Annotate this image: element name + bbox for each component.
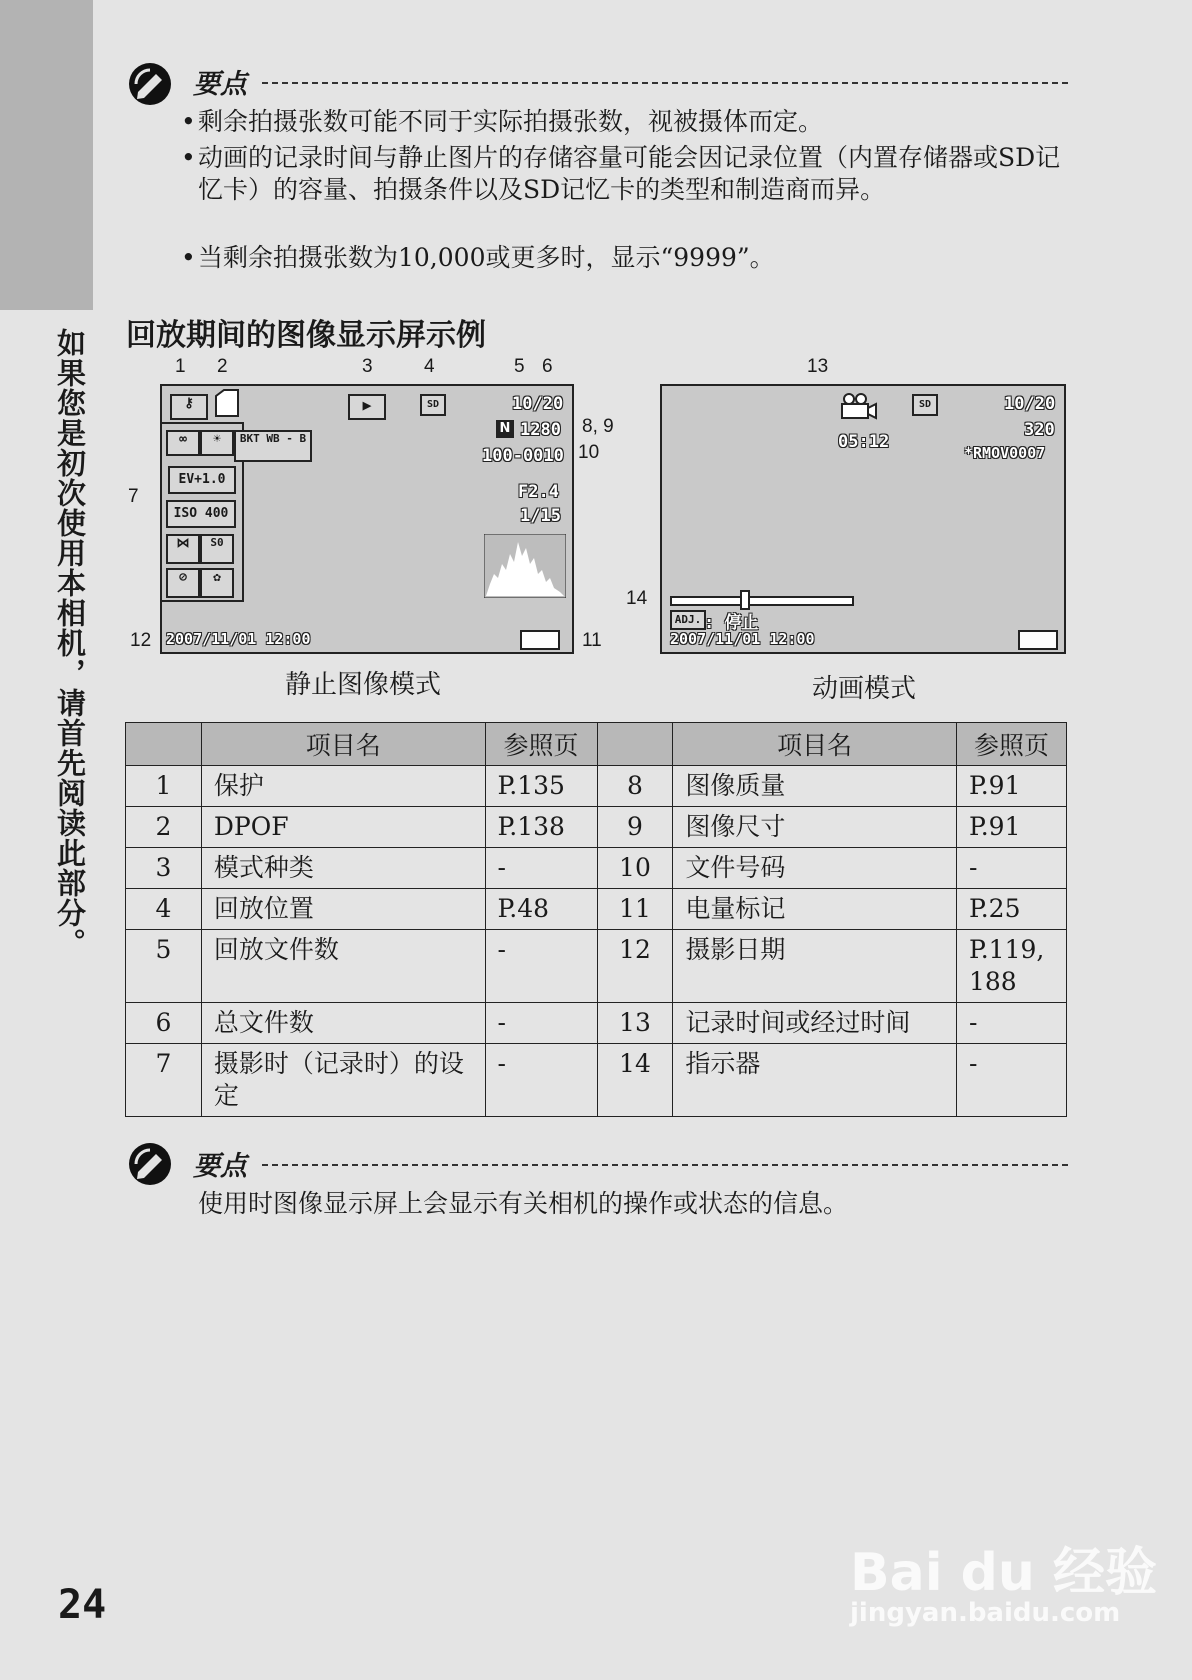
adj-status: : 停止 — [704, 613, 759, 633]
table-row: 3 模式种类 - 10 文件号码 - — [126, 848, 1067, 889]
metering-icon: ⋈ — [166, 534, 200, 564]
sidebar-text: 如果您是初次使用本相机，请首先阅读此部分。 — [53, 328, 87, 958]
movie-size: 320 — [1024, 420, 1055, 440]
watermark-url: jingyan.baidu.com — [850, 1598, 1121, 1628]
file-counter: 10/20 — [1004, 394, 1056, 414]
table-row: 7 摄影时（记录时）的设定 - 14 指示器 - — [126, 1044, 1067, 1117]
movie-mode-screen — [660, 384, 1066, 654]
white-balance-icon: ☀ — [200, 430, 234, 456]
progress-indicator — [670, 596, 854, 606]
page-number: 24 — [58, 1582, 107, 1628]
table-row: 6 总文件数 - 13 记录时间或经过时间 - — [126, 1003, 1067, 1044]
adj-icon: ADJ. — [670, 610, 706, 630]
header-num — [126, 723, 202, 766]
watermark-logo: Bai du 经验 — [850, 1543, 1157, 1603]
note-text: 使用时图像显示屏上会显示有关相机的操作或状态的信息。 — [198, 1189, 849, 1218]
callout-5: 5 — [514, 356, 525, 377]
file-number: 100-0010 — [482, 446, 564, 466]
callout-10: 10 — [578, 442, 600, 463]
header-item: 项目名 — [673, 723, 957, 766]
elapsed-time: 05:12 — [838, 432, 890, 452]
continuous-icon: ∞ — [166, 430, 200, 456]
callout-11: 11 — [582, 630, 602, 651]
sidebar-tab — [0, 0, 93, 310]
section-title: 回放期间的图像显示屏示例 — [126, 318, 486, 353]
callout-4: 4 — [424, 356, 435, 377]
bracket-wb-icon: BKT WB - B — [234, 430, 312, 462]
still-mode-screen — [160, 384, 574, 654]
callout-13: 13 — [807, 356, 829, 377]
note-title: 要点 — [193, 69, 247, 100]
protect-key-icon: ⚷ — [170, 394, 208, 420]
note-divider — [262, 1164, 1068, 1166]
iso-icon: ISO 400 — [166, 500, 236, 528]
battery-icon — [1018, 630, 1058, 650]
note-pencil-icon — [128, 1142, 172, 1186]
progress-handle — [740, 590, 750, 610]
flash-off-icon: ⊘ — [166, 568, 200, 598]
note-bullet-1: • 剩余拍摄张数可能不同于实际拍摄张数，视被摄体而定。 — [181, 107, 824, 136]
callout-8-9: 8, 9 — [582, 416, 614, 437]
callout-3: 3 — [362, 356, 373, 377]
battery-icon — [520, 630, 560, 650]
movie-caption: 动画模式 — [812, 674, 917, 704]
table-row: 2 DPOF P.138 9 图像尺寸 P.91 — [126, 807, 1067, 848]
reference-table — [125, 722, 1067, 1117]
image-size: 1280 — [520, 420, 561, 440]
header-page: 参照页 — [956, 723, 1066, 766]
callout-6: 6 — [542, 356, 553, 377]
movie-file-name: *RMOV0007 — [964, 444, 1046, 462]
ev-icon: EV+1.0 — [168, 466, 236, 494]
dpof-icon — [212, 388, 242, 418]
datetime: 2007/11/01 12:00 — [670, 630, 815, 648]
quality-badge: N — [496, 420, 514, 438]
aperture: F2.4 — [518, 482, 559, 502]
table-row: 5 回放文件数 - 12 摄影日期 P.119, 188 — [126, 930, 1067, 1003]
sharpness-icon: S0 — [200, 534, 234, 564]
header-page: 参照页 — [485, 723, 597, 766]
sd-card-icon: SD — [420, 394, 446, 416]
still-caption: 静止图像模式 — [285, 670, 442, 700]
header-item: 项目名 — [201, 723, 485, 766]
note-divider — [262, 82, 1068, 84]
file-counter: 10/20 — [512, 394, 564, 414]
table-row: 4 回放位置 P.48 11 电量标记 P.25 — [126, 889, 1067, 930]
callout-2: 2 — [217, 356, 228, 377]
callout-7: 7 — [128, 486, 139, 507]
note-bullet-3: • 当剩余拍摄张数为10,000或更多时，显示“9999”。 — [181, 243, 775, 272]
macro-icon: ✿ — [200, 568, 234, 598]
play-mode-icon: ▶ — [348, 394, 386, 420]
movie-camera-icon — [838, 392, 878, 422]
note-title: 要点 — [193, 1151, 247, 1182]
datetime: 2007/11/01 12:00 — [166, 630, 311, 648]
note-bullet-2: • 动画的记录时间与静止图片的存储容量可能会因记录位置（内置存储器或SD记忆卡）的容量、拍摄条件以及SD记忆卡的类型和制造商而异。 — [181, 143, 1061, 204]
note-pencil-icon — [128, 62, 172, 106]
histogram — [484, 534, 566, 598]
callout-1: 1 — [175, 356, 186, 377]
header-num — [597, 723, 673, 766]
table-row: 1 保护 P.135 8 图像质量 P.91 — [126, 766, 1067, 807]
callout-14: 14 — [626, 588, 648, 609]
callout-12: 12 — [130, 630, 152, 651]
sd-card-icon: SD — [912, 394, 938, 416]
shutter: 1/15 — [520, 506, 561, 526]
